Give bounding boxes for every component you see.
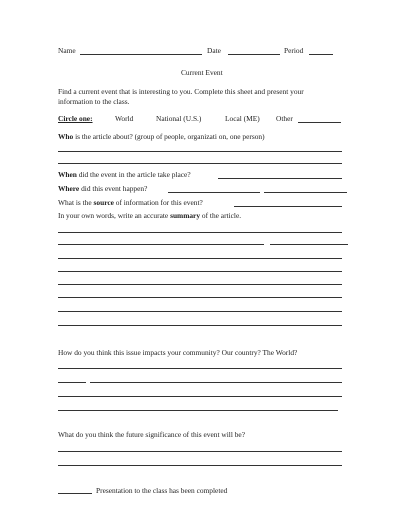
summary-line-5[interactable] xyxy=(58,284,342,285)
who-bold: Who xyxy=(58,132,74,141)
summary-line-3[interactable] xyxy=(58,258,342,259)
impact-line-4[interactable] xyxy=(58,410,338,411)
when-answer-line[interactable] xyxy=(218,178,342,179)
where-bold: Where xyxy=(58,184,80,193)
period-label: Period xyxy=(284,46,304,55)
impact-line-1[interactable] xyxy=(58,368,342,369)
future-line-2[interactable] xyxy=(58,465,342,466)
period-field[interactable] xyxy=(309,54,333,55)
intro-line-2: information to the class. xyxy=(58,97,130,106)
summary-line-7[interactable] xyxy=(58,311,342,312)
presentation-checkoff-line[interactable] xyxy=(58,493,92,494)
who-answer-line-1[interactable] xyxy=(58,151,342,152)
option-other[interactable]: Other xyxy=(276,114,293,123)
summary-line-8[interactable] xyxy=(58,325,342,326)
source-post: of information for this event? xyxy=(115,198,203,207)
when-question xyxy=(58,170,191,179)
where-answer-line-2[interactable] xyxy=(264,192,347,193)
source-pre: What is the xyxy=(58,198,92,207)
presentation-completed-text: Presentation to the class has been completed xyxy=(96,486,228,495)
future-question: What do you think the future significance of this event will be? xyxy=(58,430,245,439)
source-bold: source xyxy=(93,198,114,207)
name-field[interactable] xyxy=(80,54,202,55)
impact-line-2a[interactable] xyxy=(58,382,86,383)
where-question xyxy=(58,184,147,193)
impact-line-2b[interactable] xyxy=(90,382,342,383)
option-world[interactable]: World xyxy=(115,114,134,123)
impact-question: How do you think this issue impacts your community? Our country? The World? xyxy=(58,348,298,357)
summary-line-2b[interactable] xyxy=(270,244,348,245)
who-answer-line-2[interactable] xyxy=(58,163,342,164)
summary-pre: In your own words, write an accurate xyxy=(58,211,169,220)
summary-question xyxy=(58,211,241,220)
who-question xyxy=(58,132,265,141)
summary-line-6[interactable] xyxy=(58,297,342,298)
intro-line-1: Find a current event that is interesting to you. Complete this sheet and present your xyxy=(58,87,304,96)
when-rest: did the event in the article take place? xyxy=(78,170,191,179)
option-local[interactable]: Local (ME) xyxy=(225,114,260,123)
name-label: Name xyxy=(58,46,76,55)
summary-bold: summary xyxy=(170,211,201,220)
source-answer-line[interactable] xyxy=(234,206,342,207)
circle-one-label: Circle one: xyxy=(58,114,93,123)
summary-post: of the article. xyxy=(201,211,242,220)
where-rest: did this event happen? xyxy=(81,184,148,193)
summary-line-4[interactable] xyxy=(58,271,342,272)
who-rest: is the article about? (group of people, organizati on, one person) xyxy=(75,132,265,141)
page-title: Current Event xyxy=(181,68,223,77)
summary-line-1[interactable] xyxy=(58,232,342,233)
source-question xyxy=(58,198,203,207)
impact-line-3[interactable] xyxy=(58,396,342,397)
summary-line-2a[interactable] xyxy=(58,244,264,245)
other-field[interactable] xyxy=(298,122,341,123)
future-line-1[interactable] xyxy=(58,451,342,452)
when-bold: When xyxy=(58,170,77,179)
date-field[interactable] xyxy=(228,54,280,55)
where-answer-line-1[interactable] xyxy=(168,192,260,193)
option-national[interactable]: National (U.S.) xyxy=(156,114,202,123)
date-label: Date xyxy=(207,46,221,55)
